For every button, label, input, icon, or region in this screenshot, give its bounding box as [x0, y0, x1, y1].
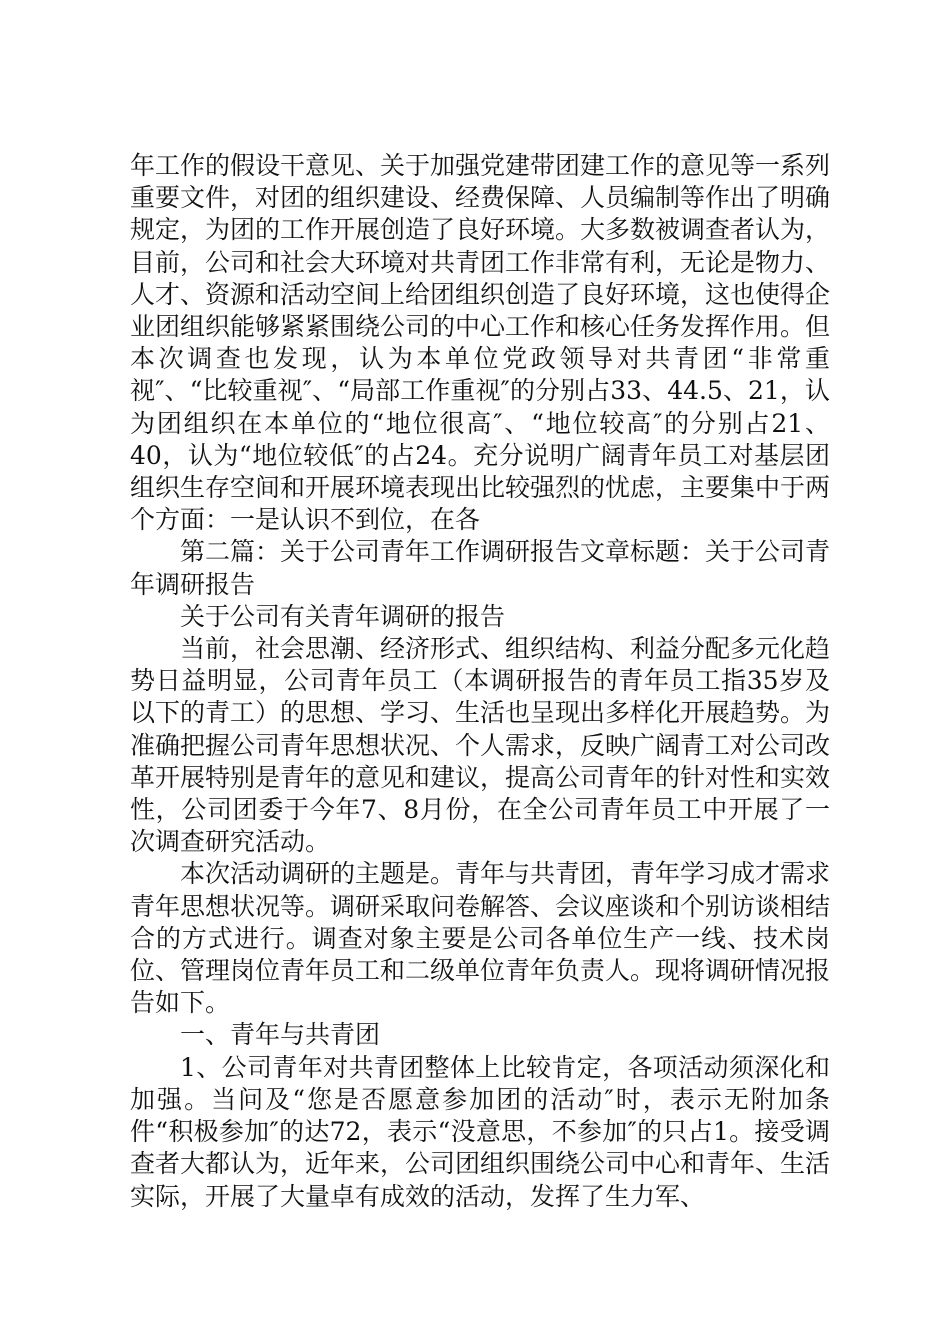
section-heading: 一、青年与共青团	[180, 1020, 381, 1050]
body-paragraph: 1、公司青年对共青团整体上比较肯定，各项活动须深化和加强。当问及“您是否愿意参加团的活动″时，表示无附加条件“积极参加″的达72，表示“没意思，不参加″的只占1。接受调查者大都认为，近年来，公司团组织围绕公司中心和青年、生活实际，开展了大量卓有成效的活动，发挥了生力军、	[130, 1052, 831, 1211]
body-paragraph: 当前，社会思潮、经济形式、组织结构、利益分配多元化趋势日益明显，公司青年员工（本调研报告的青年员工指35岁及以下的青工）的思想、学习、生活也呈现出多样化开展趋势。为准确把握公司青年思想状况、个人需求，反映广阔青工对公司改革开展特别是青年的意见和建议，提高公司青年的针对性和实效性，公司团委于今年7、8月份，在全公司青年员工中开展了一次调查研究活动。	[130, 634, 831, 857]
body-paragraph: 年工作的假设干意见、关于加强党建带团建工作的意见等一系列重要文件，对团的组织建设、经费保障、人员编制等作出了明确规定，为团的工作开展创造了良好环境。大多数被调查者认为，目前，公司和社会大环境对共青团工作非常有利，无论是物力、人才、资源和活动空间上给团组织创造了良好环境，这也使得企业团组织能够紧紧围绕公司的中心工作和核心任务发挥作用。但本次调查也发现，认为本单位党政领导对共青团“非常重视″、“比较重视″、“局部工作重视″的分别占33、44.5、21，认为团组织在本单位的“地位很高″、“地位较高″的分别占21、40，认为“地位较低″的占24。充分说明广阔青年员工对基层团组织生存空间和开展环境表现出比较强烈的忧虑，主要集中于两个方面：一是认识不到位，在各	[130, 151, 831, 535]
section-title-paragraph: 第二篇：关于公司青年工作调研报告文章标题：关于公司青年调研报告	[130, 537, 831, 599]
report-title: 关于公司有关青年调研的报告	[180, 601, 506, 631]
body-paragraph: 本次活动调研的主题是。青年与共青团，青年学习成才需求青年思想状况等。调研采取问卷解答、会议座谈和个别访谈相结合的方式进行。调查对象主要是公司各单位生产一线、技术岗位、管理岗位青年员工和二级单位青年负责人。现将调研情况报告如下。	[130, 859, 831, 1018]
document-page	[130, 150, 830, 1213]
